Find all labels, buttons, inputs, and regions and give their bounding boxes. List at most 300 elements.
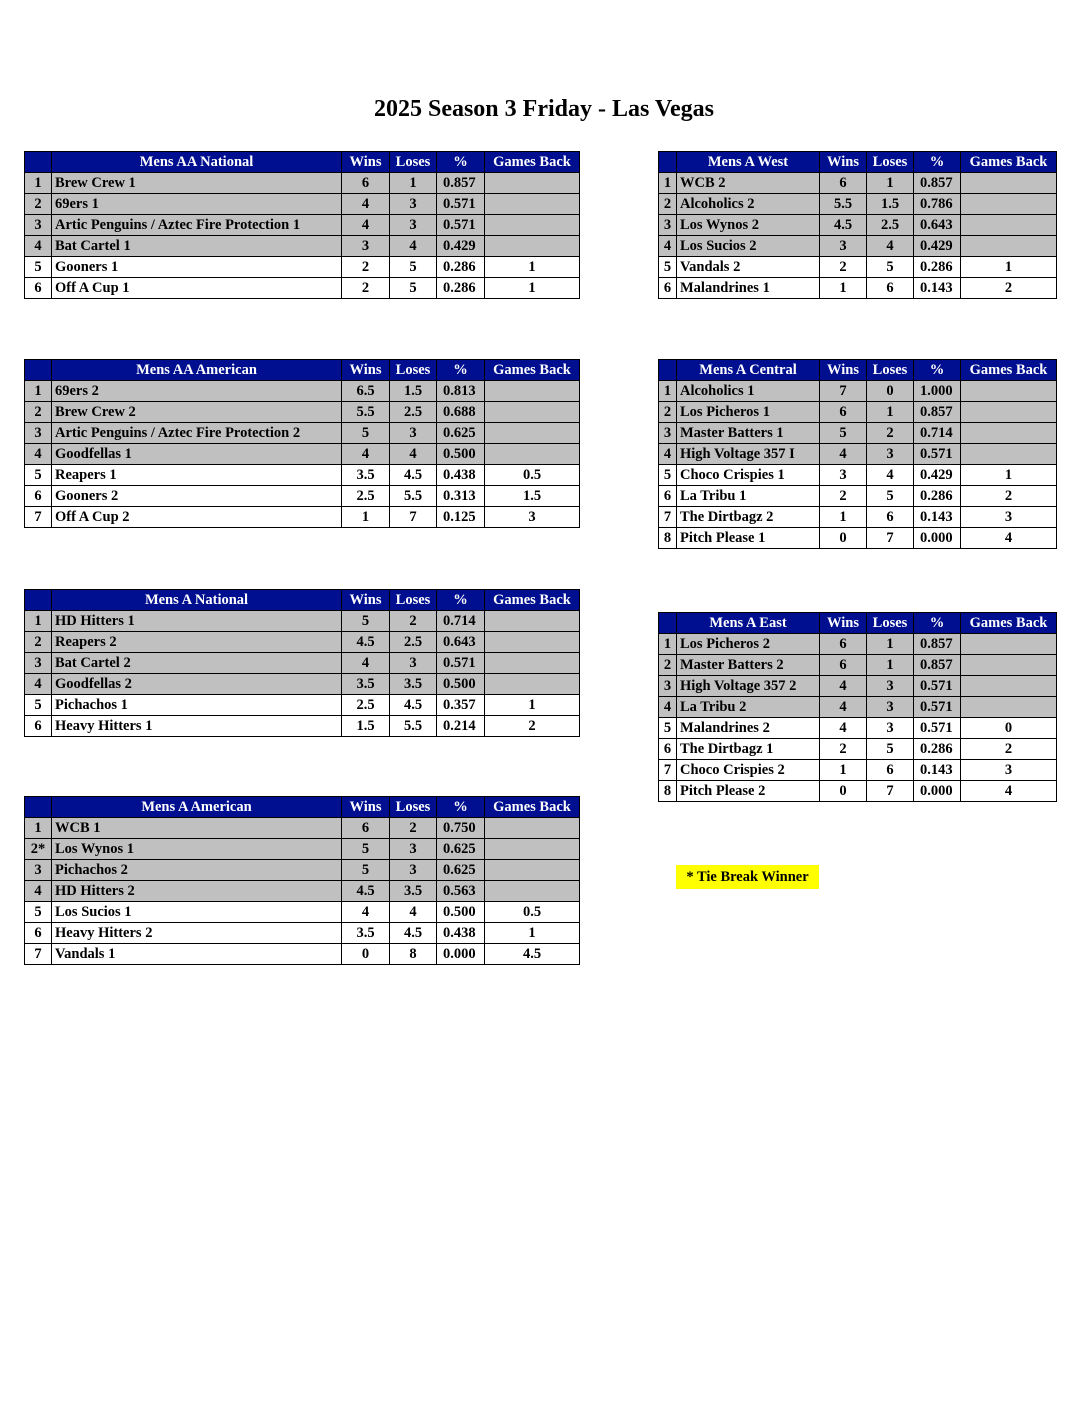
games-back-cell (961, 402, 1057, 423)
wins-cell: 2.5 (342, 486, 390, 507)
rank-cell: 7 (659, 507, 677, 528)
table-row (659, 697, 1057, 718)
standings-table-mens-a-national (24, 589, 580, 737)
loses-header: Loses (867, 360, 914, 381)
rank-cell: 2 (25, 402, 52, 423)
rank-cell: 2 (25, 194, 52, 215)
loses-cell: 2.5 (390, 632, 437, 653)
team-name-cell: Pitch Please 2 (677, 781, 820, 802)
loses-header: Loses (867, 613, 914, 634)
pct-cell: 0.438 (437, 923, 485, 944)
wins-cell: 2 (820, 257, 867, 278)
rank-header (25, 360, 52, 381)
wins-header: Wins (342, 152, 390, 173)
team-name-cell: Alcoholics 2 (677, 194, 820, 215)
team-name-cell: Brew Crew 1 (52, 173, 342, 194)
wins-cell: 2.5 (342, 695, 390, 716)
table-row (25, 695, 580, 716)
rank-header (25, 152, 52, 173)
games-back-cell (485, 173, 580, 194)
team-name-cell: WCB 2 (677, 173, 820, 194)
wins-cell: 1 (820, 507, 867, 528)
rank-cell: 4 (659, 444, 677, 465)
loses-cell: 1 (867, 173, 914, 194)
table-row (659, 465, 1057, 486)
loses-cell: 2 (867, 423, 914, 444)
wins-cell: 4 (820, 697, 867, 718)
team-name-cell: Master Batters 2 (677, 655, 820, 676)
table-row (659, 194, 1057, 215)
games-back-cell (485, 674, 580, 695)
games-back-cell: 2 (961, 486, 1057, 507)
table-row (659, 402, 1057, 423)
games-back-cell (485, 611, 580, 632)
wins-cell: 4 (820, 444, 867, 465)
wins-cell: 5.5 (342, 402, 390, 423)
games-back-cell (485, 860, 580, 881)
pct-cell: 0.143 (914, 278, 961, 299)
team-name-cell: Pitch Please 1 (677, 528, 820, 549)
games-back-cell: 1 (485, 923, 580, 944)
games-back-cell: 3 (961, 507, 1057, 528)
table-row (25, 674, 580, 695)
wins-cell: 1 (342, 507, 390, 528)
loses-cell: 3 (390, 653, 437, 674)
games-back-cell (485, 632, 580, 653)
table-row (25, 402, 580, 423)
games-back-cell (485, 236, 580, 257)
pct-cell: 0.643 (914, 215, 961, 236)
wins-cell: 5.5 (820, 194, 867, 215)
rank-cell: 7 (25, 944, 52, 965)
rank-cell: 3 (25, 215, 52, 236)
pct-cell: 0.286 (914, 257, 961, 278)
team-name-cell: Heavy Hitters 1 (52, 716, 342, 737)
games-back-cell (961, 423, 1057, 444)
wins-cell: 2 (820, 486, 867, 507)
pct-cell: 0.688 (437, 402, 485, 423)
standings-table-mens-a-american (24, 796, 580, 965)
team-name-cell: Malandrines 2 (677, 718, 820, 739)
rank-cell: 4 (25, 674, 52, 695)
table-row (25, 381, 580, 402)
table-row (659, 236, 1057, 257)
table-header-row (659, 152, 1057, 173)
rank-cell: 1 (25, 381, 52, 402)
loses-cell: 6 (867, 278, 914, 299)
games-back-header: Games Back (485, 360, 580, 381)
table-row (659, 528, 1057, 549)
team-name-cell: Master Batters 1 (677, 423, 820, 444)
table-row (25, 507, 580, 528)
loses-cell: 3 (867, 697, 914, 718)
team-name-cell: HD Hitters 2 (52, 881, 342, 902)
loses-cell: 3 (390, 860, 437, 881)
games-back-cell (485, 381, 580, 402)
loses-cell: 5.5 (390, 716, 437, 737)
pct-cell: 0.000 (914, 781, 961, 802)
table-row (659, 486, 1057, 507)
loses-cell: 4 (867, 465, 914, 486)
games-back-cell (961, 194, 1057, 215)
games-back-cell: 0.5 (485, 902, 580, 923)
loses-cell: 4.5 (390, 923, 437, 944)
pct-cell: 0.563 (437, 881, 485, 902)
team-name-cell: High Voltage 357 I (677, 444, 820, 465)
wins-header: Wins (342, 797, 390, 818)
pct-cell: 0.357 (437, 695, 485, 716)
wins-cell: 3.5 (342, 465, 390, 486)
games-back-cell (485, 423, 580, 444)
pct-cell: 0.500 (437, 444, 485, 465)
wins-cell: 4.5 (342, 632, 390, 653)
pct-cell: 0.813 (437, 381, 485, 402)
games-back-header: Games Back (961, 613, 1057, 634)
table-row (25, 818, 580, 839)
team-name-cell: Reapers 1 (52, 465, 342, 486)
loses-cell: 1 (867, 634, 914, 655)
pct-header: % (914, 152, 961, 173)
games-back-cell (485, 881, 580, 902)
rank-cell: 6 (659, 486, 677, 507)
rank-cell: 6 (659, 739, 677, 760)
wins-cell: 6 (820, 655, 867, 676)
pct-cell: 0.143 (914, 760, 961, 781)
wins-header: Wins (342, 590, 390, 611)
games-back-cell (961, 215, 1057, 236)
games-back-cell (961, 381, 1057, 402)
loses-header: Loses (390, 152, 437, 173)
games-back-cell: 2 (485, 716, 580, 737)
team-name-cell: Bat Cartel 2 (52, 653, 342, 674)
table-row (25, 716, 580, 737)
loses-header: Loses (390, 590, 437, 611)
games-back-cell: 0 (961, 718, 1057, 739)
loses-cell: 3.5 (390, 674, 437, 695)
division-name: Mens A National (52, 590, 342, 611)
wins-cell: 4.5 (342, 881, 390, 902)
pct-cell: 0.857 (914, 173, 961, 194)
team-name-cell: WCB 1 (52, 818, 342, 839)
loses-header: Loses (390, 797, 437, 818)
table-row (25, 902, 580, 923)
games-back-cell: 1 (485, 278, 580, 299)
loses-cell: 8 (390, 944, 437, 965)
rank-cell: 2 (659, 194, 677, 215)
division-name: Mens A American (52, 797, 342, 818)
wins-header: Wins (820, 152, 867, 173)
wins-cell: 5 (342, 611, 390, 632)
table-row (25, 444, 580, 465)
team-name-cell: Los Wynos 2 (677, 215, 820, 236)
loses-cell: 3 (867, 676, 914, 697)
games-back-cell: 3 (485, 507, 580, 528)
wins-cell: 3.5 (342, 923, 390, 944)
team-name-cell: La Tribu 1 (677, 486, 820, 507)
table-row (25, 465, 580, 486)
pct-cell: 0.714 (914, 423, 961, 444)
loses-cell: 1 (867, 655, 914, 676)
pct-cell: 0.429 (914, 236, 961, 257)
wins-cell: 4 (342, 653, 390, 674)
pct-cell: 0.714 (437, 611, 485, 632)
table-row (659, 215, 1057, 236)
team-name-cell: Bat Cartel 1 (52, 236, 342, 257)
pct-cell: 0.125 (437, 507, 485, 528)
loses-cell: 2.5 (390, 402, 437, 423)
games-back-cell (485, 653, 580, 674)
wins-header: Wins (820, 613, 867, 634)
rank-cell: 1 (25, 818, 52, 839)
table-row (25, 215, 580, 236)
pct-header: % (437, 152, 485, 173)
rank-cell: 5 (25, 257, 52, 278)
rank-cell: 6 (25, 486, 52, 507)
rank-cell: 3 (659, 423, 677, 444)
pct-cell: 0.750 (437, 818, 485, 839)
loses-header: Loses (390, 360, 437, 381)
table-row (659, 634, 1057, 655)
games-back-cell (485, 215, 580, 236)
loses-cell: 4 (390, 902, 437, 923)
table-row (25, 944, 580, 965)
pct-cell: 0.571 (914, 444, 961, 465)
team-name-cell: Off A Cup 2 (52, 507, 342, 528)
wins-cell: 3 (820, 465, 867, 486)
games-back-header: Games Back (485, 797, 580, 818)
division-name: Mens AA National (52, 152, 342, 173)
table-row (25, 173, 580, 194)
games-back-cell: 4.5 (485, 944, 580, 965)
table-row (25, 923, 580, 944)
games-back-cell: 1 (485, 695, 580, 716)
pct-cell: 0.286 (914, 739, 961, 760)
standings-table-mens-a-west (658, 151, 1057, 299)
games-back-cell: 3 (961, 760, 1057, 781)
pct-header: % (914, 360, 961, 381)
rank-cell: 4 (25, 444, 52, 465)
loses-cell: 5.5 (390, 486, 437, 507)
games-back-cell (485, 839, 580, 860)
rank-cell: 5 (659, 718, 677, 739)
pct-cell: 0.625 (437, 839, 485, 860)
pct-cell: 0.571 (437, 215, 485, 236)
pct-cell: 0.857 (914, 402, 961, 423)
pct-header: % (437, 590, 485, 611)
pct-cell: 0.000 (914, 528, 961, 549)
wins-cell: 1 (820, 760, 867, 781)
games-back-cell (961, 173, 1057, 194)
loses-cell: 7 (867, 781, 914, 802)
team-name-cell: Artic Penguins / Aztec Fire Protection 1 (52, 215, 342, 236)
team-name-cell: Malandrines 1 (677, 278, 820, 299)
rank-cell: 5 (25, 465, 52, 486)
rank-cell: 2 (659, 402, 677, 423)
pct-cell: 0.286 (437, 257, 485, 278)
rank-cell: 4 (659, 236, 677, 257)
games-back-cell: 2 (961, 278, 1057, 299)
team-name-cell: Los Wynos 1 (52, 839, 342, 860)
loses-cell: 1 (867, 402, 914, 423)
loses-cell: 7 (867, 528, 914, 549)
loses-cell: 4 (390, 444, 437, 465)
loses-cell: 3 (390, 194, 437, 215)
rank-header (659, 360, 677, 381)
games-back-cell (485, 444, 580, 465)
table-row (659, 739, 1057, 760)
rank-cell: 4 (25, 881, 52, 902)
rank-header (25, 590, 52, 611)
team-name-cell: Off A Cup 1 (52, 278, 342, 299)
rank-cell: 6 (25, 716, 52, 737)
wins-cell: 4 (342, 215, 390, 236)
rank-cell: 4 (659, 697, 677, 718)
pct-header: % (437, 797, 485, 818)
page-title: 2025 Season 3 Friday - Las Vegas (373, 96, 715, 122)
loses-cell: 4.5 (390, 695, 437, 716)
games-back-cell: 4 (961, 528, 1057, 549)
team-name-cell: Heavy Hitters 2 (52, 923, 342, 944)
games-back-cell (485, 194, 580, 215)
rank-cell: 5 (659, 465, 677, 486)
table-header-row (659, 360, 1057, 381)
rank-cell: 3 (659, 676, 677, 697)
table-row (659, 173, 1057, 194)
wins-cell: 4.5 (820, 215, 867, 236)
pct-cell: 0.786 (914, 194, 961, 215)
rank-cell: 1 (659, 634, 677, 655)
table-row (25, 839, 580, 860)
table-header-row (25, 152, 580, 173)
games-back-cell: 2 (961, 739, 1057, 760)
table-row (25, 860, 580, 881)
rank-cell: 1 (25, 611, 52, 632)
team-name-cell: Alcoholics 1 (677, 381, 820, 402)
rank-header (25, 797, 52, 818)
division-name: Mens AA American (52, 360, 342, 381)
loses-cell: 2.5 (867, 215, 914, 236)
pct-cell: 0.857 (914, 655, 961, 676)
team-name-cell: Goodfellas 2 (52, 674, 342, 695)
standings-table-mens-aa-national (24, 151, 580, 299)
loses-cell: 3 (867, 444, 914, 465)
wins-cell: 6 (342, 173, 390, 194)
games-back-cell (961, 634, 1057, 655)
loses-cell: 4 (867, 236, 914, 257)
wins-cell: 1.5 (342, 716, 390, 737)
loses-cell: 4 (390, 236, 437, 257)
team-name-cell: Vandals 1 (52, 944, 342, 965)
team-name-cell: The Dirtbagz 2 (677, 507, 820, 528)
table-row (659, 507, 1057, 528)
games-back-header: Games Back (961, 152, 1057, 173)
loses-cell: 2 (390, 818, 437, 839)
team-name-cell: Reapers 2 (52, 632, 342, 653)
team-name-cell: Choco Crispies 2 (677, 760, 820, 781)
table-row (25, 486, 580, 507)
table-header-row (25, 797, 580, 818)
division-name: Mens A West (677, 152, 820, 173)
loses-cell: 5 (867, 739, 914, 760)
wins-cell: 5 (342, 860, 390, 881)
wins-cell: 3.5 (342, 674, 390, 695)
team-name-cell: Vandals 2 (677, 257, 820, 278)
rank-cell: 3 (659, 215, 677, 236)
standings-table-mens-a-central (658, 359, 1057, 549)
wins-cell: 6 (342, 818, 390, 839)
games-back-cell (485, 402, 580, 423)
loses-cell: 1 (390, 173, 437, 194)
table-row (25, 194, 580, 215)
loses-cell: 1.5 (867, 194, 914, 215)
rank-cell: 2* (25, 839, 52, 860)
wins-cell: 6.5 (342, 381, 390, 402)
pct-cell: 0.571 (914, 676, 961, 697)
loses-cell: 5 (390, 278, 437, 299)
games-back-cell (961, 444, 1057, 465)
loses-cell: 2 (390, 611, 437, 632)
table-row (659, 257, 1057, 278)
games-back-cell (961, 655, 1057, 676)
team-name-cell: Los Picheros 1 (677, 402, 820, 423)
table-row (659, 781, 1057, 802)
wins-cell: 6 (820, 402, 867, 423)
team-name-cell: High Voltage 357 2 (677, 676, 820, 697)
rank-cell: 6 (659, 278, 677, 299)
loses-cell: 1.5 (390, 381, 437, 402)
pct-cell: 0.000 (437, 944, 485, 965)
pct-cell: 0.286 (437, 278, 485, 299)
rank-cell: 1 (659, 173, 677, 194)
loses-cell: 3 (390, 423, 437, 444)
pct-cell: 0.429 (437, 236, 485, 257)
standings-table-mens-a-east (658, 612, 1057, 802)
team-name-cell: Los Sucios 1 (52, 902, 342, 923)
games-back-cell: 1 (485, 257, 580, 278)
loses-cell: 3 (390, 215, 437, 236)
loses-cell: 5 (867, 486, 914, 507)
pct-header: % (914, 613, 961, 634)
rank-cell: 1 (659, 381, 677, 402)
table-row (659, 444, 1057, 465)
loses-cell: 6 (867, 760, 914, 781)
rank-header (659, 613, 677, 634)
wins-cell: 5 (342, 839, 390, 860)
games-back-cell: 1.5 (485, 486, 580, 507)
wins-cell: 0 (820, 781, 867, 802)
team-name-cell: Los Picheros 2 (677, 634, 820, 655)
table-row (659, 278, 1057, 299)
games-back-cell: 0.5 (485, 465, 580, 486)
rank-cell: 8 (659, 781, 677, 802)
table-row (25, 257, 580, 278)
pct-cell: 0.286 (914, 486, 961, 507)
wins-cell: 2 (342, 257, 390, 278)
table-row (659, 655, 1057, 676)
team-name-cell: Goodfellas 1 (52, 444, 342, 465)
team-name-cell: Los Sucios 2 (677, 236, 820, 257)
wins-header: Wins (342, 360, 390, 381)
team-name-cell: 69ers 2 (52, 381, 342, 402)
loses-cell: 3 (867, 718, 914, 739)
pct-cell: 0.214 (437, 716, 485, 737)
games-back-header: Games Back (485, 590, 580, 611)
rank-cell: 7 (659, 760, 677, 781)
team-name-cell: Pichachos 2 (52, 860, 342, 881)
pct-cell: 0.143 (914, 507, 961, 528)
pct-cell: 0.625 (437, 860, 485, 881)
loses-cell: 5 (867, 257, 914, 278)
